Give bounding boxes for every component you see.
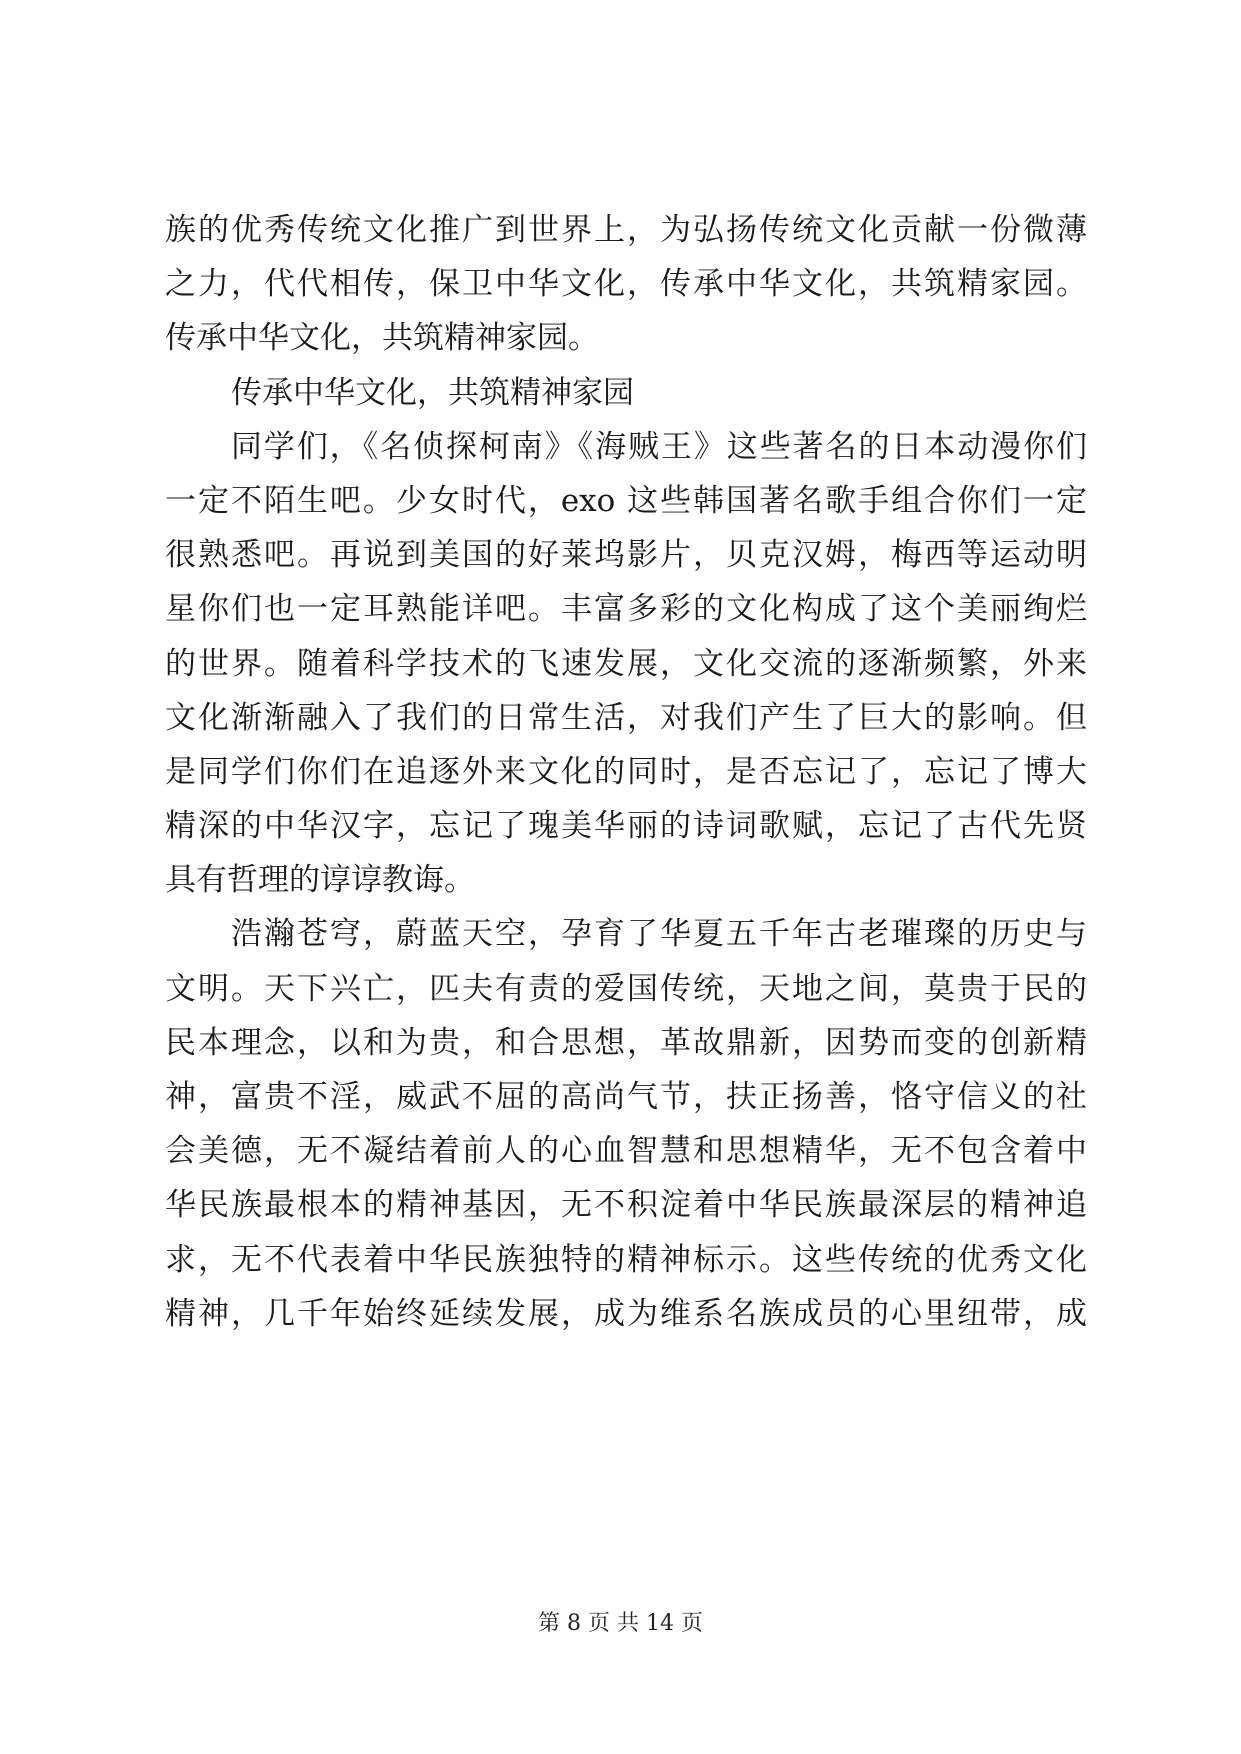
text-line: 神，富贵不淫，威武不屈的高尚气节，扶正扬善，恪守信义的社 xyxy=(165,1079,1087,1115)
text-line: 星你们也一定耳熟能详吧。丰富多彩的文化构成了这个美丽绚烂 xyxy=(165,591,1087,628)
text-line: 文明。天下兴亡，匹夫有责的爱国传统，天地之间，莫贵于民的 xyxy=(165,970,1087,1007)
text-line: 求，无不代表着中华民族独特的精神标示。这些传统的优秀文化 xyxy=(165,1241,1087,1278)
text-line: 华民族最根本的精神基因，无不积淀着中华民族最深层的精神追 xyxy=(165,1187,1087,1224)
text-line: 精神，几千年始终延续发展，成为维系名族成员的心里纽带，成 xyxy=(165,1295,1087,1332)
text-line: 会美德，无不凝结着前人的心血智慧和思想精华，无不包含着中 xyxy=(165,1133,1087,1170)
text-line: 文化渐渐融入了我们的日常生活，对我们产生了巨大的影响。但 xyxy=(165,699,1087,736)
text-line: 族的优秀传统文化推广到世界上，为弘扬传统文化贡献一份微薄 xyxy=(165,212,1087,248)
text-line: 一定不陌生吧。少女时代，exo 这些韩国著名歌手组合你们一定 xyxy=(165,482,1087,519)
text-line: 很熟悉吧。再说到美国的好莱坞影片，贝克汉姆，梅西等运动明 xyxy=(165,537,1087,574)
text-line: 精深的中华汉字，忘记了瑰美华丽的诗词歌赋，忘记了古代先贤 xyxy=(165,808,1087,845)
text-line: 传承中华文化，共筑精神家园。 xyxy=(165,320,599,357)
text-line: 之力，代代相传，保卫中华文化，传承中华文化，共筑精家园。 xyxy=(165,266,1087,303)
page-number-footer: 第 8 页 共 14 页 xyxy=(538,1611,703,1636)
text-line: 是同学们你们在追逐外来文化的同时，是否忘记了，忘记了博大 xyxy=(165,753,1087,790)
text-line: 民本理念，以和为贵，和合思想，革故鼎新，因势而变的创新精 xyxy=(165,1024,1087,1061)
text-line: 浩瀚苍穹，蔚蓝天空，孕育了华夏五千年古老璀璨的历史与 xyxy=(231,916,1087,953)
section-heading: 传承中华文化，共筑精神家园 xyxy=(231,374,634,411)
text-line: 具有哲理的谆谆教诲。 xyxy=(165,862,475,899)
text-line: 同学们，《名侦探柯南》《海贼王》这些著名的日本动漫你们 xyxy=(231,428,1087,465)
body-text xyxy=(165,203,1087,1341)
text-line: 的世界。随着科学技术的飞速发展，文化交流的逐渐频繁，外来 xyxy=(165,645,1087,682)
